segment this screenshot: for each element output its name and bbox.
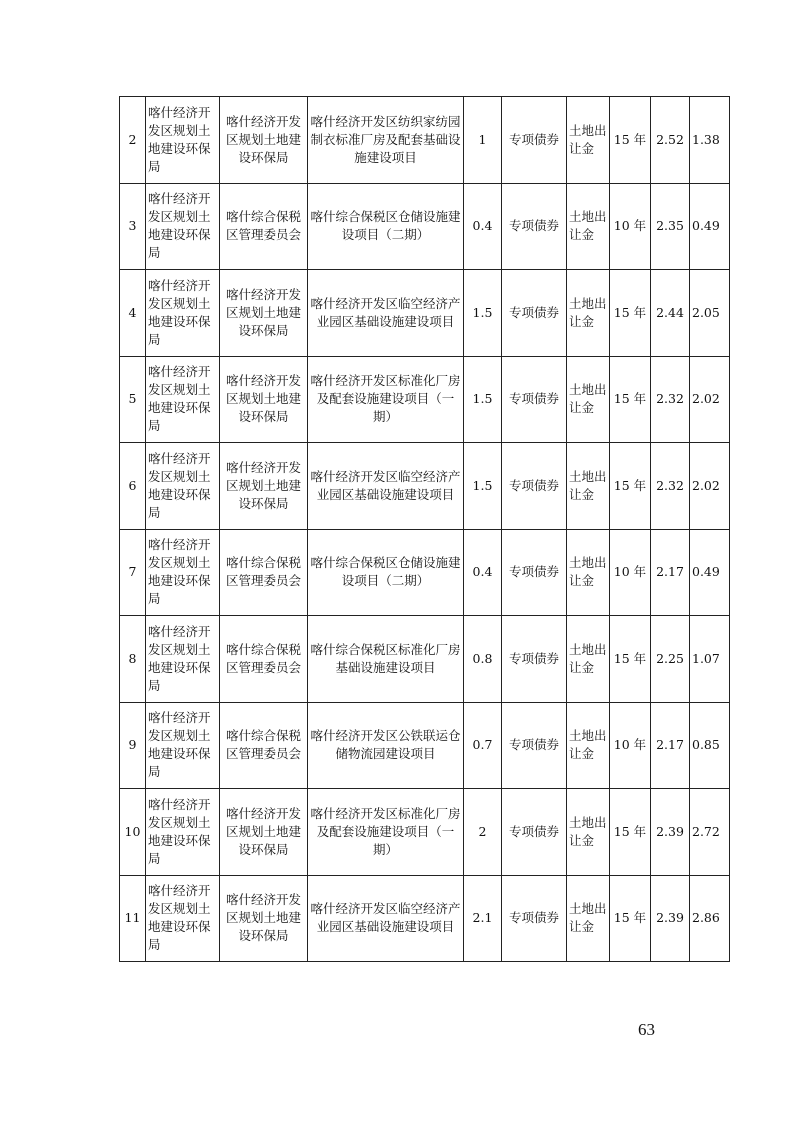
cell-project: 喀什经济开发区公铁联运仓储物流园建设项目 [308,702,464,789]
cell-dept: 喀什经济开发区规划土地建设环保局 [220,270,308,357]
cell-source: 土地出让金 [567,875,610,962]
cell-rate: 2.32 [651,443,690,530]
cell-interest: 1.07 [690,616,730,703]
cell-type: 专项债券 [502,702,567,789]
cell-project: 喀什经济开发区标准化厂房及配套设施建设项目（一期） [308,356,464,443]
cell-amount: 1.5 [464,443,502,530]
cell-no: 11 [120,875,146,962]
cell-rate: 2.25 [651,616,690,703]
cell-term: 10 年 [610,702,651,789]
cell-dept: 喀什经济开发区规划土地建设环保局 [220,97,308,184]
cell-amount: 1 [464,97,502,184]
cell-project: 喀什综合保税区标准化厂房基础设施建设项目 [308,616,464,703]
cell-interest: 2.86 [690,875,730,962]
cell-unit: 喀什经济开发区规划土地建设环保局 [146,443,220,530]
cell-unit: 喀什经济开发区规划土地建设环保局 [146,183,220,270]
cell-interest: 0.85 [690,702,730,789]
cell-source: 土地出让金 [567,183,610,270]
cell-term: 10 年 [610,183,651,270]
cell-amount: 0.8 [464,616,502,703]
cell-project: 喀什经济开发区临空经济产业园区基础设施建设项目 [308,875,464,962]
cell-no: 9 [120,702,146,789]
cell-rate: 2.44 [651,270,690,357]
cell-source: 土地出让金 [567,270,610,357]
cell-no: 7 [120,529,146,616]
cell-type: 专项债券 [502,789,567,876]
cell-dept: 喀什经济开发区规划土地建设环保局 [220,443,308,530]
cell-project: 喀什经济开发区临空经济产业园区基础设施建设项目 [308,270,464,357]
cell-term: 15 年 [610,97,651,184]
cell-no: 10 [120,789,146,876]
cell-amount: 0.7 [464,702,502,789]
cell-project: 喀什综合保税区仓储设施建设项目（二期） [308,183,464,270]
table-row [120,97,730,184]
cell-project: 喀什经济开发区标准化厂房及配套设施建设项目（一期） [308,789,464,876]
cell-type: 专项债券 [502,270,567,357]
cell-interest: 2.72 [690,789,730,876]
cell-unit: 喀什经济开发区规划土地建设环保局 [146,270,220,357]
cell-term: 10 年 [610,529,651,616]
table-row [120,270,730,357]
cell-interest: 0.49 [690,183,730,270]
cell-amount: 2 [464,789,502,876]
cell-amount: 2.1 [464,875,502,962]
cell-rate: 2.32 [651,356,690,443]
cell-dept: 喀什综合保税区管理委员会 [220,702,308,789]
cell-no: 2 [120,97,146,184]
cell-term: 15 年 [610,443,651,530]
table-body [120,97,730,962]
cell-term: 15 年 [610,789,651,876]
cell-type: 专项债券 [502,443,567,530]
cell-type: 专项债券 [502,616,567,703]
cell-term: 15 年 [610,270,651,357]
page-number: 63 [638,1020,655,1039]
cell-type: 专项债券 [502,356,567,443]
cell-type: 专项债券 [502,183,567,270]
table-row [120,443,730,530]
cell-term: 15 年 [610,616,651,703]
cell-interest: 1.38 [690,97,730,184]
cell-unit: 喀什经济开发区规划土地建设环保局 [146,789,220,876]
cell-type: 专项债券 [502,875,567,962]
cell-source: 土地出让金 [567,356,610,443]
cell-no: 8 [120,616,146,703]
cell-amount: 0.4 [464,529,502,616]
cell-source: 土地出让金 [567,443,610,530]
cell-unit: 喀什经济开发区规划土地建设环保局 [146,616,220,703]
cell-rate: 2.17 [651,702,690,789]
cell-interest: 2.02 [690,443,730,530]
cell-rate: 2.17 [651,529,690,616]
cell-project: 喀什综合保税区仓储设施建设项目（二期） [308,529,464,616]
cell-project: 喀什经济开发区临空经济产业园区基础设施建设项目 [308,443,464,530]
cell-type: 专项债券 [502,529,567,616]
table-row [120,616,730,703]
cell-term: 15 年 [610,875,651,962]
cell-amount: 1.5 [464,270,502,357]
cell-rate: 2.52 [651,97,690,184]
cell-unit: 喀什经济开发区规划土地建设环保局 [146,529,220,616]
cell-source: 土地出让金 [567,702,610,789]
table-row [120,529,730,616]
cell-unit: 喀什经济开发区规划土地建设环保局 [146,97,220,184]
cell-term: 15 年 [610,356,651,443]
cell-no: 3 [120,183,146,270]
table-row [120,183,730,270]
cell-unit: 喀什经济开发区规划土地建设环保局 [146,702,220,789]
cell-source: 土地出让金 [567,789,610,876]
cell-rate: 2.39 [651,789,690,876]
cell-rate: 2.39 [651,875,690,962]
cell-interest: 2.05 [690,270,730,357]
cell-dept: 喀什经济开发区规划土地建设环保局 [220,789,308,876]
cell-rate: 2.35 [651,183,690,270]
cell-source: 土地出让金 [567,529,610,616]
cell-dept: 喀什经济开发区规划土地建设环保局 [220,356,308,443]
cell-source: 土地出让金 [567,97,610,184]
cell-interest: 2.02 [690,356,730,443]
cell-source: 土地出让金 [567,616,610,703]
cell-no: 6 [120,443,146,530]
table-row [120,875,730,962]
cell-type: 专项债券 [502,97,567,184]
cell-no: 5 [120,356,146,443]
table-row [120,702,730,789]
cell-dept: 喀什综合保税区管理委员会 [220,183,308,270]
cell-project: 喀什经济开发区纺织家纺园制衣标准厂房及配套基础设施建设项目 [308,97,464,184]
cell-dept: 喀什综合保税区管理委员会 [220,529,308,616]
cell-interest: 0.49 [690,529,730,616]
table-row [120,789,730,876]
cell-dept: 喀什经济开发区规划土地建设环保局 [220,875,308,962]
cell-unit: 喀什经济开发区规划土地建设环保局 [146,875,220,962]
cell-amount: 0.4 [464,183,502,270]
cell-dept: 喀什综合保税区管理委员会 [220,616,308,703]
cell-unit: 喀什经济开发区规划土地建设环保局 [146,356,220,443]
cell-no: 4 [120,270,146,357]
cell-amount: 1.5 [464,356,502,443]
table-row [120,356,730,443]
debt-table [119,96,730,962]
